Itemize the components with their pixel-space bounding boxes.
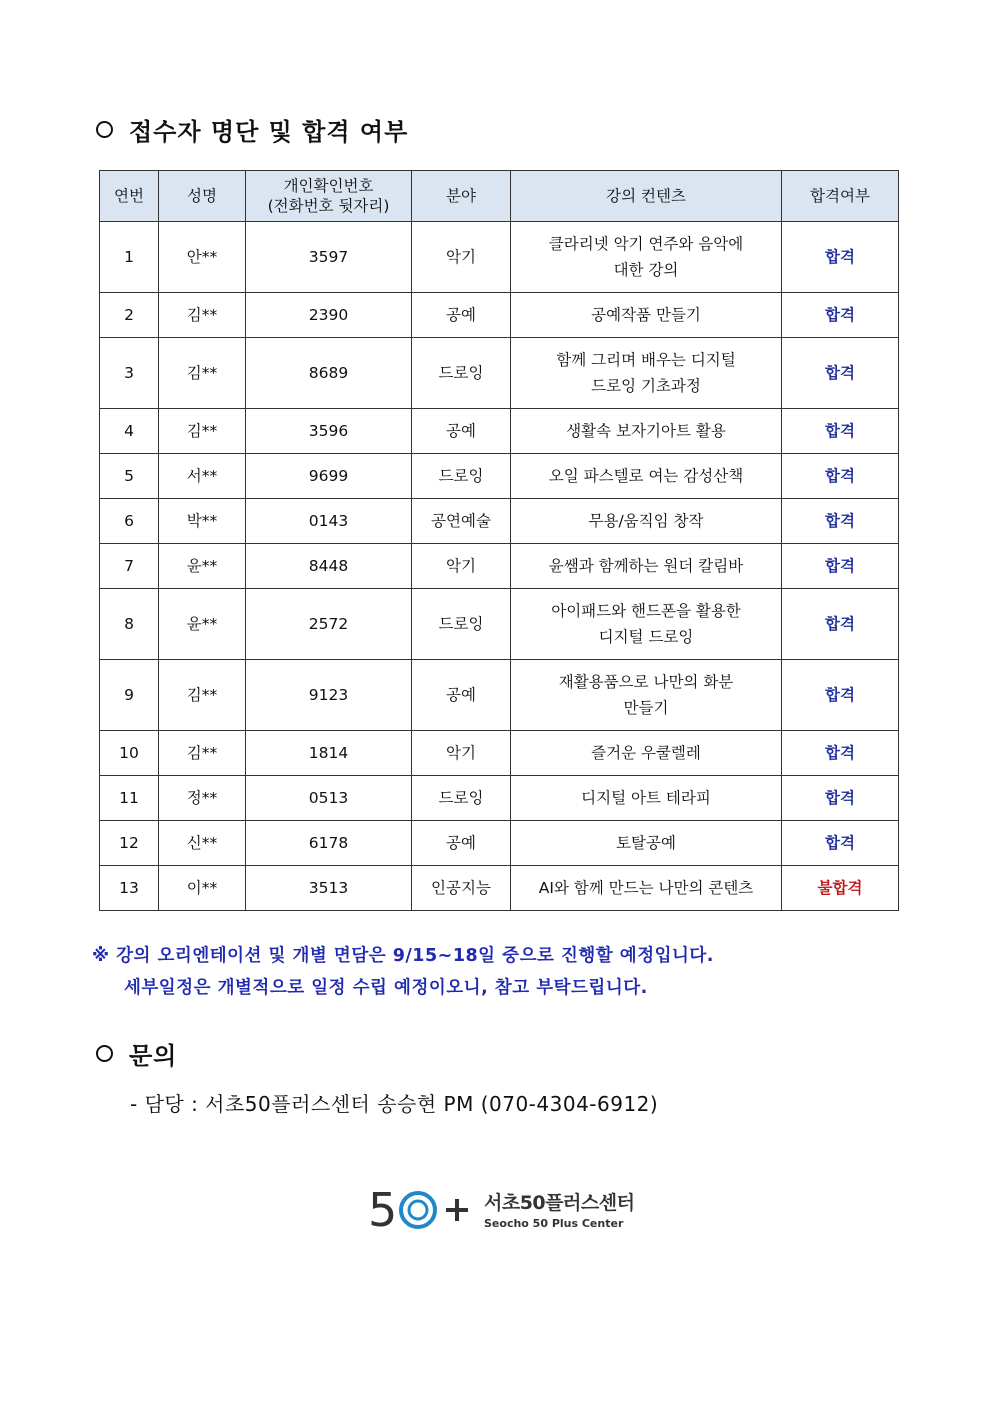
cell-name: 신**: [159, 821, 246, 866]
circle-bullet-icon: [96, 121, 113, 138]
cell-content: 클라리넷 악기 연주와 음악에 대한 강의: [511, 222, 782, 293]
cell-result: 합격: [782, 544, 899, 589]
notice: [92, 940, 714, 1004]
table-row: [100, 338, 899, 409]
cell-id: 9699: [246, 454, 412, 499]
cell-field: 드로잉: [412, 776, 511, 821]
cell-no: 8: [100, 589, 159, 660]
cell-name: 김**: [159, 293, 246, 338]
header-no: 연번: [100, 171, 159, 222]
cell-result: 합격: [782, 338, 899, 409]
cell-id: 2572: [246, 589, 412, 660]
cell-field: 공예: [412, 409, 511, 454]
cell-field: 공예: [412, 293, 511, 338]
header-id: 개인확인번호 (전화번호 뒷자리): [246, 171, 412, 222]
cell-field: 공예: [412, 660, 511, 731]
cell-content: 생활속 보자기아트 활용: [511, 409, 782, 454]
cell-no: 7: [100, 544, 159, 589]
logo-name-en: Seocho 50 Plus Center: [484, 1217, 624, 1230]
applicant-table: [99, 170, 899, 911]
cell-content: 재활용품으로 나만의 화분 만들기: [511, 660, 782, 731]
contact-section-title-text: 문의: [129, 1042, 178, 1070]
cell-name: 박**: [159, 499, 246, 544]
cell-content: 아이패드와 핸드폰을 활용한 디지털 드로잉: [511, 589, 782, 660]
cell-name: 서**: [159, 454, 246, 499]
fifty-plus-logo-icon: [368, 1184, 472, 1234]
cell-field: 공예: [412, 821, 511, 866]
header-field: 분야: [412, 171, 511, 222]
cell-content: 토탈공예: [511, 821, 782, 866]
header-name: 성명: [159, 171, 246, 222]
table-row: [100, 454, 899, 499]
cell-result: 합격: [782, 660, 899, 731]
cell-id: 9123: [246, 660, 412, 731]
cell-result: 합격: [782, 731, 899, 776]
cell-no: 13: [100, 866, 159, 911]
cell-no: 9: [100, 660, 159, 731]
cell-id: 1814: [246, 731, 412, 776]
cell-name: 김**: [159, 338, 246, 409]
cell-content: 무용/움직임 창작: [511, 499, 782, 544]
table-row: [100, 589, 899, 660]
table-row: [100, 866, 899, 911]
notice-line-1: ※ 강의 오리엔테이션 및 개별 면담은 9/15~18일 중으로 진행할 예정입니다.: [92, 946, 714, 966]
svg-text:5: 5: [368, 1184, 398, 1234]
cell-id: 3597: [246, 222, 412, 293]
cell-no: 3: [100, 338, 159, 409]
cell-content: 윤쌤과 함께하는 원더 칼림바: [511, 544, 782, 589]
cell-result: 합격: [782, 499, 899, 544]
circle-bullet-icon: [96, 1045, 113, 1062]
cell-name: 정**: [159, 776, 246, 821]
roster-section-title: [96, 112, 408, 147]
table-row: [100, 731, 899, 776]
cell-name: 김**: [159, 660, 246, 731]
cell-field: 공연예술: [412, 499, 511, 544]
cell-name: 윤**: [159, 544, 246, 589]
cell-no: 5: [100, 454, 159, 499]
cell-field: 악기: [412, 544, 511, 589]
cell-no: 12: [100, 821, 159, 866]
table-row: [100, 776, 899, 821]
cell-field: 드로잉: [412, 454, 511, 499]
cell-result: 합격: [782, 821, 899, 866]
roster-section-title-text: 접수자 명단 및 합격 여부: [129, 118, 409, 146]
center-logo: [368, 1184, 634, 1234]
cell-result: 합격: [782, 776, 899, 821]
cell-name: 김**: [159, 731, 246, 776]
cell-id: 0513: [246, 776, 412, 821]
contact-info: - 담당 : 서초50플러스센터 송승현 PM (070-4304-6912): [130, 1092, 659, 1116]
cell-id: 2390: [246, 293, 412, 338]
table-row: [100, 499, 899, 544]
cell-result: 합격: [782, 222, 899, 293]
cell-field: 드로잉: [412, 338, 511, 409]
table-row: [100, 544, 899, 589]
cell-id: 6178: [246, 821, 412, 866]
cell-id: 0143: [246, 499, 412, 544]
cell-field: 드로잉: [412, 589, 511, 660]
cell-result: 합격: [782, 454, 899, 499]
cell-no: 2: [100, 293, 159, 338]
cell-name: 윤**: [159, 589, 246, 660]
cell-result: 합격: [782, 409, 899, 454]
cell-no: 11: [100, 776, 159, 821]
cell-name: 김**: [159, 409, 246, 454]
cell-no: 4: [100, 409, 159, 454]
cell-no: 6: [100, 499, 159, 544]
cell-content: 공예작품 만들기: [511, 293, 782, 338]
contact-section-title: [96, 1036, 177, 1071]
cell-content: 디지털 아트 테라피: [511, 776, 782, 821]
cell-no: 10: [100, 731, 159, 776]
notice-line-2: 세부일정은 개별적으로 일정 수립 예정이오니, 참고 부탁드립니다.: [124, 978, 648, 998]
cell-result: 불합격: [782, 866, 899, 911]
cell-no: 1: [100, 222, 159, 293]
cell-name: 이**: [159, 866, 246, 911]
cell-content: 함께 그리며 배우는 디지털 드로잉 기초과정: [511, 338, 782, 409]
cell-field: 악기: [412, 222, 511, 293]
table-row: [100, 821, 899, 866]
table-header-row: [100, 171, 899, 222]
cell-id: 8448: [246, 544, 412, 589]
cell-content: AI와 함께 만드는 나만의 콘텐츠: [511, 866, 782, 911]
cell-content: 오일 파스텔로 여는 감성산책: [511, 454, 782, 499]
header-content: 강의 컨텐츠: [511, 171, 782, 222]
cell-name: 안**: [159, 222, 246, 293]
table-row: [100, 222, 899, 293]
table-row: [100, 660, 899, 731]
cell-id: 3596: [246, 409, 412, 454]
cell-result: 합격: [782, 293, 899, 338]
cell-id: 8689: [246, 338, 412, 409]
logo-name-ko: 서초50플러스센터: [484, 1192, 635, 1214]
cell-content: 즐거운 우쿨렐레: [511, 731, 782, 776]
header-result: 합격여부: [782, 171, 899, 222]
table-row: [100, 293, 899, 338]
cell-field: 악기: [412, 731, 511, 776]
table-row: [100, 409, 899, 454]
cell-id: 3513: [246, 866, 412, 911]
cell-result: 합격: [782, 589, 899, 660]
cell-field: 인공지능: [412, 866, 511, 911]
